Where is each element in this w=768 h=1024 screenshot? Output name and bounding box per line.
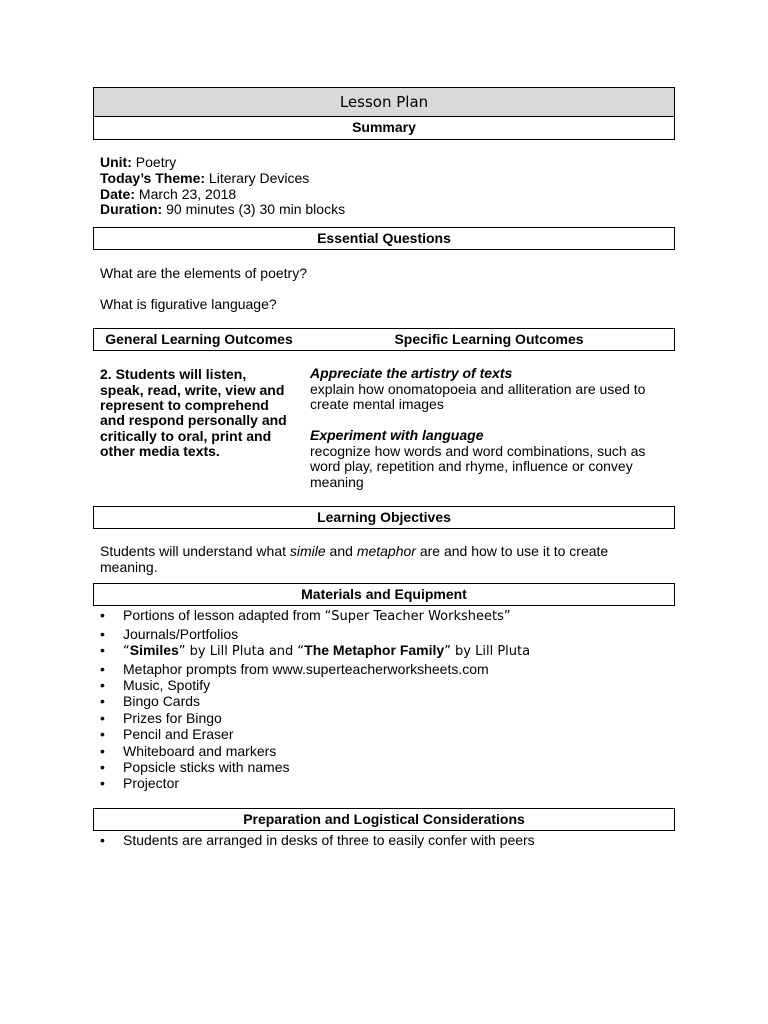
unit-value: Poetry xyxy=(135,154,177,170)
specific-outcome-title: Appreciate the artistry of texts xyxy=(310,365,513,382)
list-item xyxy=(93,642,675,660)
material-text: Music, Spotify xyxy=(123,676,211,693)
specific-outcome-line: meaning xyxy=(310,473,364,490)
essential-questions-list xyxy=(93,265,675,312)
bullet-icon: • xyxy=(100,693,105,710)
bullet-icon: • xyxy=(100,709,105,726)
list-item xyxy=(93,710,675,726)
general-outcomes-heading: General Learning Outcomes xyxy=(105,331,293,348)
general-outcome xyxy=(93,366,303,490)
specific-outcomes xyxy=(303,366,675,490)
specific-outcome-line: create mental images xyxy=(310,396,444,413)
list-item xyxy=(93,726,675,742)
bullet-icon: • xyxy=(100,660,105,677)
question-1: What are the elements of poetry? xyxy=(100,265,307,282)
material-source: “Super Teacher Worksheets” xyxy=(324,609,511,625)
specific-outcome-line: recognize how words and word combinations, such as xyxy=(310,442,646,459)
objective-text: and xyxy=(325,543,357,560)
date-line xyxy=(100,187,675,203)
specific-outcome-title: Experiment with language xyxy=(310,426,484,443)
preparation-text: Students are arranged in desks of three to easily confer with peers xyxy=(123,831,535,848)
bullet-icon: • xyxy=(100,676,105,693)
material-text: Projector xyxy=(123,775,180,792)
specific-outcomes-heading: Specific Learning Outcomes xyxy=(394,331,584,348)
bullet-icon: • xyxy=(100,759,105,775)
bullet-icon: • xyxy=(100,607,105,624)
theme-line xyxy=(100,171,675,187)
list-item xyxy=(93,693,675,709)
materials-list xyxy=(93,607,675,791)
material-text: Journals/Portfolios xyxy=(123,625,239,642)
date-label: Date: xyxy=(100,185,136,202)
material-title-metaphor-family: The Metaphor Family xyxy=(304,642,445,659)
list-item xyxy=(93,743,675,759)
learning-objectives-heading: Learning Objectives xyxy=(93,506,675,529)
material-text: Bingo Cards xyxy=(123,693,201,710)
theme-label: Today’s Theme: xyxy=(100,169,206,186)
bullet-icon: • xyxy=(100,775,105,792)
question-2: What is figurative language? xyxy=(100,296,277,313)
objective-line-2: meaning. xyxy=(100,559,158,576)
unit-line xyxy=(100,155,675,171)
material-text: Prizes for Bingo xyxy=(123,709,222,726)
lesson-plan-page xyxy=(93,87,675,848)
essential-questions-heading: Essential Questions xyxy=(93,227,675,250)
general-outcome-line: 2. Students will listen, xyxy=(100,366,247,383)
objective-term-simile: simile xyxy=(289,543,326,560)
material-text: Popsicle sticks with names xyxy=(123,759,290,775)
general-outcome-line: and respond personally and xyxy=(100,412,287,429)
material-text: “ xyxy=(123,644,130,660)
list-item xyxy=(93,661,675,677)
material-text: Whiteboard and markers xyxy=(123,742,277,759)
list-item xyxy=(93,677,675,693)
duration-value: 90 minutes (3) 30 min blocks xyxy=(166,201,346,218)
list-item xyxy=(93,775,675,791)
objective-line-1 xyxy=(100,543,675,559)
material-text: ” by Lill Pluta xyxy=(444,644,531,660)
outcomes-content xyxy=(93,366,675,490)
bullet-icon: • xyxy=(100,831,105,848)
bullet-icon: • xyxy=(100,625,105,642)
bullet-icon: • xyxy=(100,742,105,759)
preparation-heading: Preparation and Logistical Considerations xyxy=(93,808,675,831)
list-item xyxy=(93,832,675,848)
summary-heading: Summary xyxy=(93,117,675,140)
outcomes-heading-row xyxy=(93,328,675,351)
general-outcome-line: represent to comprehend xyxy=(100,397,269,413)
preparation-list xyxy=(93,832,675,848)
material-text: Metaphor prompts from www.superteacherworksheets.com xyxy=(123,660,489,677)
bullet-icon: • xyxy=(100,642,105,659)
list-item xyxy=(93,759,675,775)
learning-objectives-text xyxy=(93,543,675,575)
summary-details xyxy=(93,155,675,218)
general-outcome-line: critically to oral, print and xyxy=(100,427,272,444)
duration-line xyxy=(100,202,675,218)
objective-text: are and how to use it to create xyxy=(415,543,609,560)
materials-heading: Materials and Equipment xyxy=(93,583,675,606)
unit-label: Unit: xyxy=(100,154,132,170)
material-title-similes: Similes xyxy=(129,642,179,659)
lesson-plan-title: Lesson Plan xyxy=(93,87,675,117)
material-text: ” by Lill Pluta and “ xyxy=(178,644,305,660)
list-item xyxy=(93,607,675,625)
material-text: Portions of lesson adapted from xyxy=(123,607,325,624)
list-item xyxy=(93,626,675,642)
date-value: March 23, 2018 xyxy=(138,185,237,202)
bullet-icon: • xyxy=(100,726,105,743)
objective-term-metaphor: metaphor xyxy=(356,543,416,560)
general-outcome-line: other media texts. xyxy=(100,443,220,460)
material-text: Pencil and Eraser xyxy=(123,726,234,743)
specific-outcome-line: explain how onomatopoeia and alliteration are used to xyxy=(310,380,646,397)
specific-outcome-line: word play, repetition and rhyme, influence or convey xyxy=(310,458,633,475)
objective-text: Students will understand what xyxy=(100,543,290,560)
theme-value: Literary Devices xyxy=(208,169,310,186)
general-outcome-line: speak, read, write, view and xyxy=(100,381,285,398)
duration-label: Duration: xyxy=(100,201,163,218)
